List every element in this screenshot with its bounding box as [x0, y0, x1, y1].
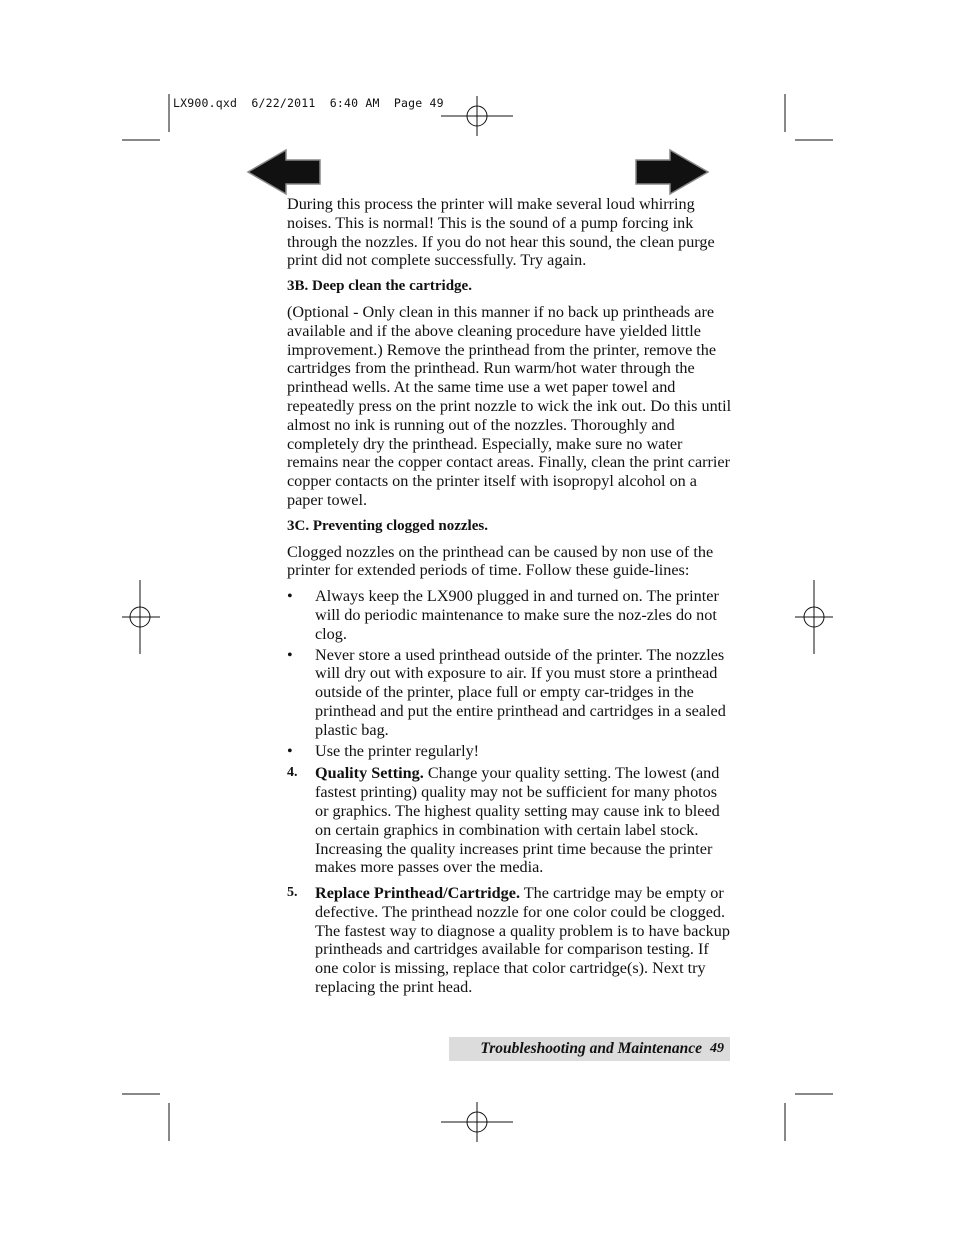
- numbered-steps: [287, 764, 732, 997]
- list-item-text: Never store a used printhead outside of the printer. The nozzles will dry out with exposure to air. If you must store a printhead outside of the printer, place full or empty car-tridges in the printhead and put the entire printhead and cartridges in a sealed plastic bag.: [315, 645, 726, 739]
- previous-page-button[interactable]: [246, 148, 322, 196]
- step-number: 4.: [287, 765, 298, 781]
- list-item: [287, 587, 732, 643]
- intro-paragraph: During this process the printer will make several loud whirring noises. This is normal! This is the sound of a pump forcing ink through the nozzles. If you do not hear this sound, the clean purge print did not complete successfully. Try again.: [287, 195, 715, 270]
- section-3c-paragraph: Clogged nozzles on the printhead can be caused by non use of the printer for extended periods of time. Follow these guide-lines:: [287, 542, 714, 580]
- list-item: [287, 742, 732, 761]
- registration-target-left: [122, 580, 160, 654]
- bullet-icon: •: [287, 645, 293, 664]
- step-replace-printhead: [287, 884, 732, 997]
- section-3b-paragraph: (Optional - Only clean in this manner if no back up printheads are available and if the above cleaning procedure have yielded little improvement.) Remove the printhead from the printer, remove the cartridges from the printhead. Run warm/hot water through the printhead wells. At the same time use a wet paper towel and repeatedly press on the print nozzle to wick the ink out. Do this until almost no ink is running out of the nozzles. Thoroughly and completely dry the printhead. Especially, make sure no water remains near the copper contact areas. Finally, clean the print carrier copper contacts on the printer itself with isopropyl alcohol on a paper towel.: [287, 302, 732, 509]
- registration-target-bottom: [441, 1102, 513, 1142]
- list-item-text: Use the printer regularly!: [315, 741, 480, 760]
- page-body: [287, 195, 732, 1004]
- bullet-icon: •: [287, 587, 293, 606]
- registration-target-right: [795, 580, 833, 654]
- step-text: The cartridge may be empty or defective. The printhead nozzle for one color could be clogged. The fastest way to diagnose a quality problem is to have backup printheads and cartridges available for comparison testing. If one color is missing, replace that color cartridge(s). Next try replacing the print head.: [315, 884, 730, 997]
- footer-section-title: Troubleshooting and Maintenance: [480, 1040, 702, 1057]
- step-quality-setting: [287, 764, 732, 877]
- next-page-button[interactable]: [634, 148, 710, 196]
- print-slug: LX900.qxd 6/22/2011 6:40 AM Page 49: [173, 96, 444, 110]
- section-3b-heading: 3B. Deep clean the cartridge.: [287, 278, 472, 295]
- prevention-list: [287, 587, 732, 760]
- page-footer: [449, 1037, 730, 1061]
- registration-target-top: [441, 96, 513, 136]
- step-text: Change your quality setting. The lowest (and fastest printing) quality may not be sufficient for many photos or graphics. The highest quality setting may cause ink to bleed on certain graphics in combination with certain label stock. Increasing the quality increases print time because the printer makes more passes over the media.: [315, 764, 720, 877]
- step-lead: Quality Setting.: [315, 764, 424, 783]
- bullet-icon: •: [287, 741, 293, 760]
- list-item: [287, 646, 732, 740]
- step-number: 5.: [287, 885, 298, 901]
- left-arrow-icon: [246, 148, 322, 196]
- step-lead: Replace Printhead/Cartridge.: [315, 884, 520, 903]
- section-3c-heading: 3C. Preventing clogged nozzles.: [287, 517, 488, 534]
- page-number: 49: [710, 1041, 724, 1056]
- right-arrow-icon: [634, 148, 710, 196]
- list-item-text: Always keep the LX900 plugged in and turned on. The printer will do periodic maintenance to make sure the noz-zles do not clog.: [315, 587, 719, 643]
